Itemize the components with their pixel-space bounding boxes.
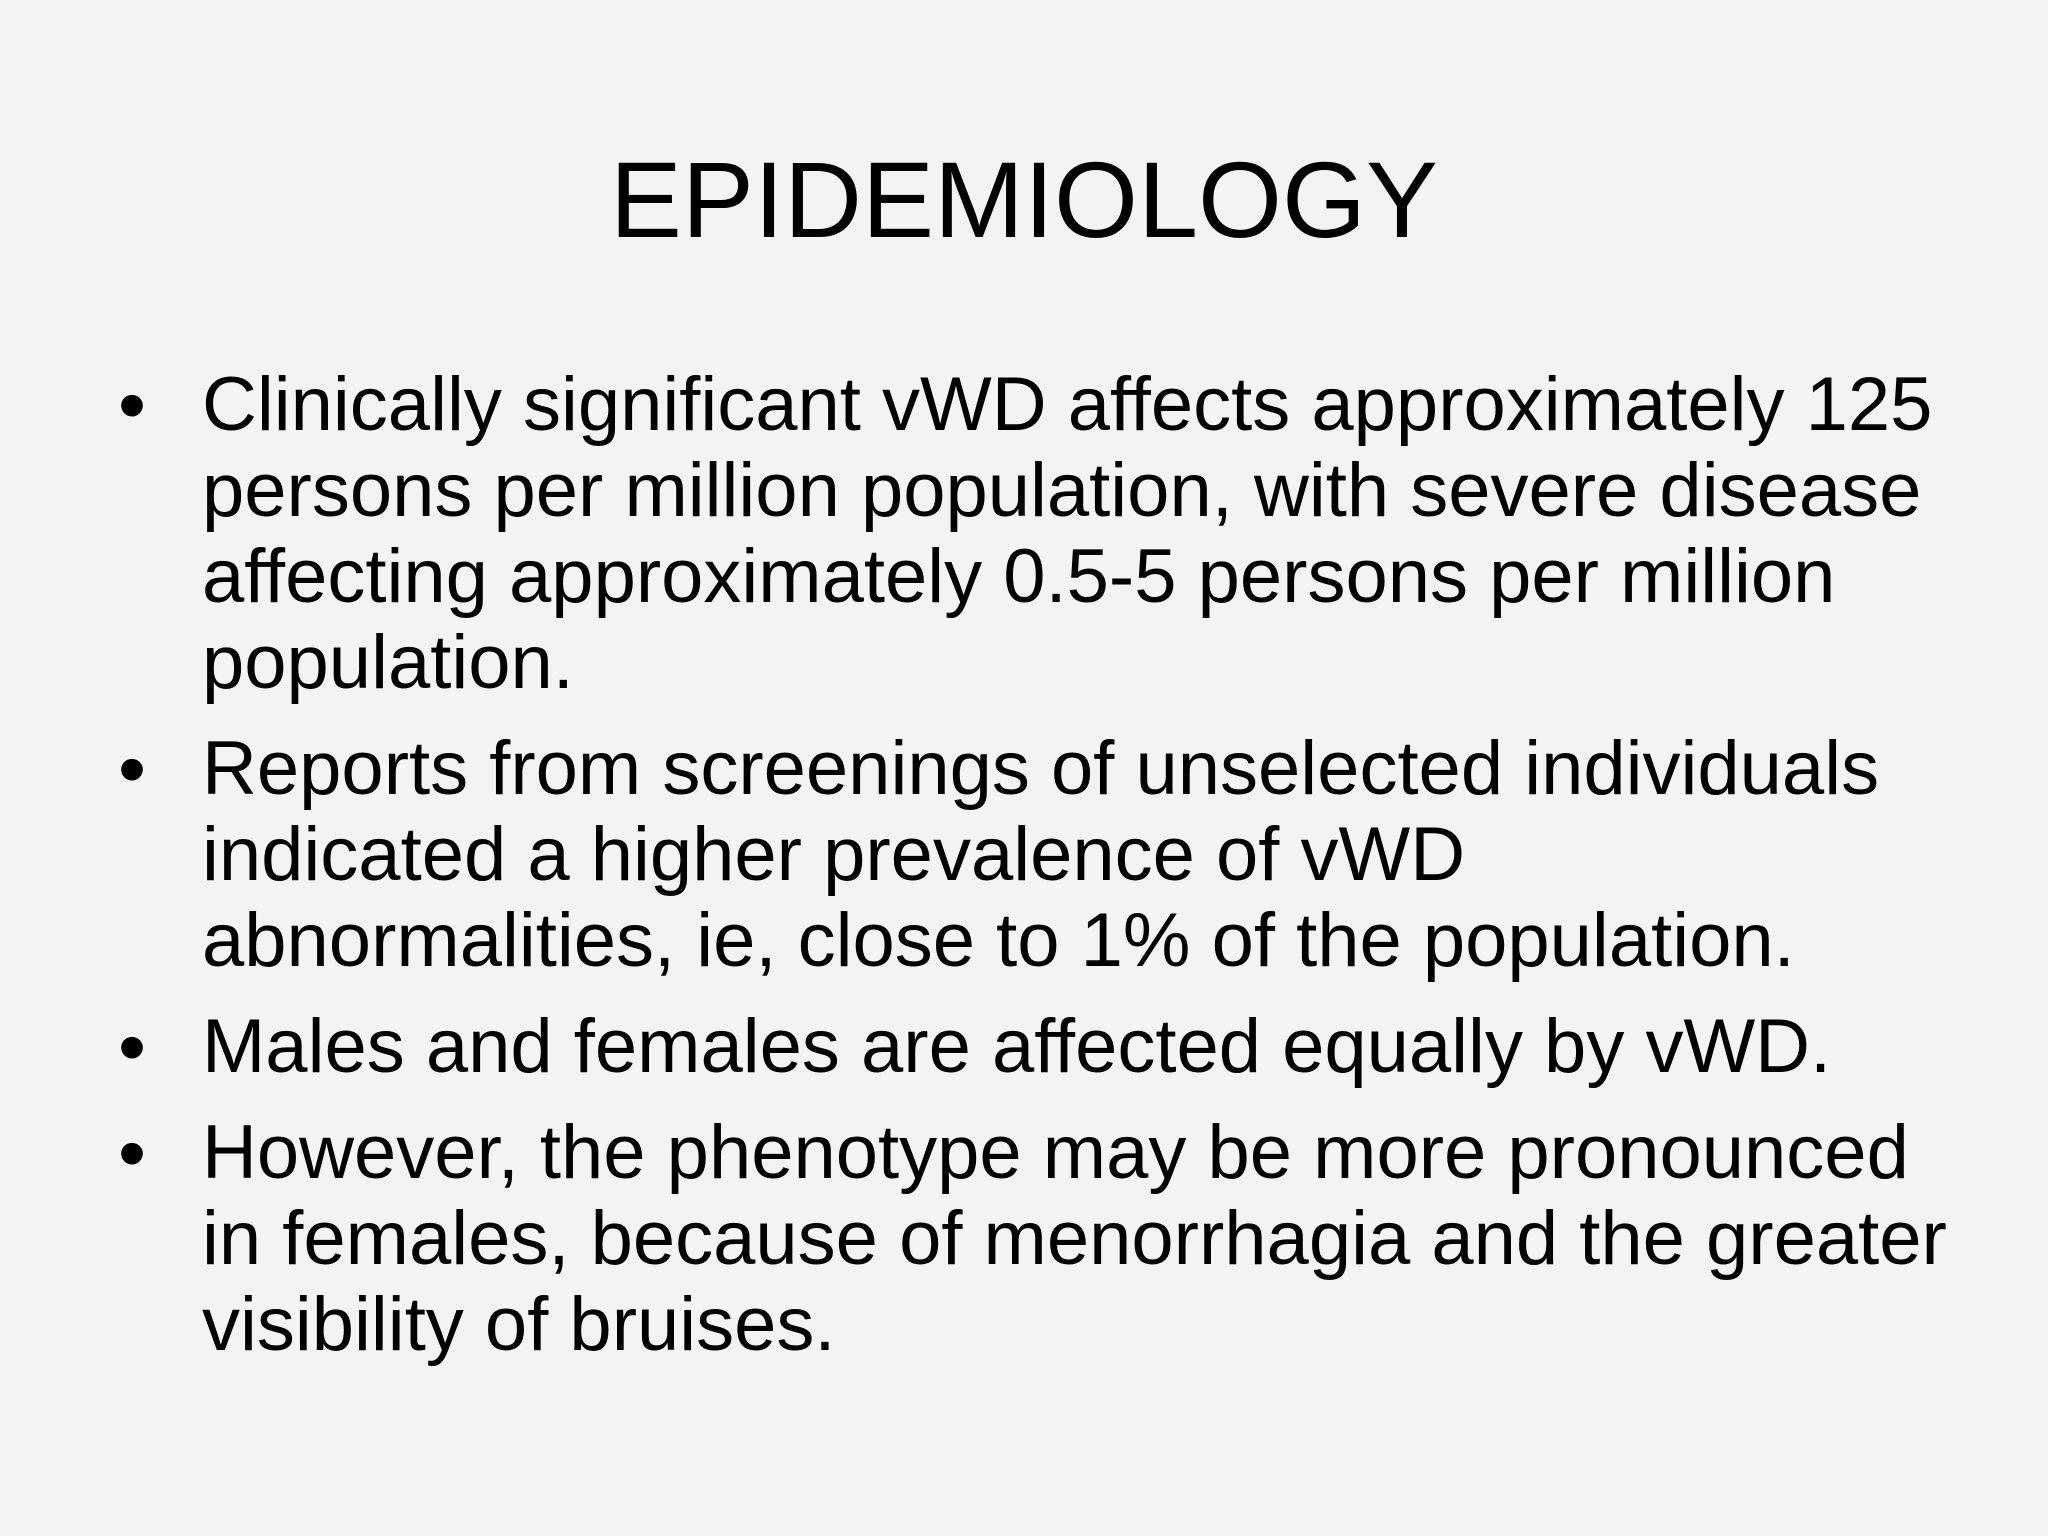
bullet-marker: • [118,1002,147,1091]
bullet-list [118,362,1948,1388]
bullet-marker: • [118,1108,147,1197]
bullet-text: However, the phenotype may be more pronounced in females, because of menorrhagia and the greater visibility of bruises. [202,1110,1947,1367]
bullet-item [118,726,1948,984]
bullet-item [118,1004,1948,1090]
bullet-marker: • [118,360,147,449]
bullet-text: Clinically significant vWD affects approximately 125 persons per million population, with severe disease affecting approximately 0.5-5 persons per million population. [202,362,1933,705]
bullet-marker: • [118,724,147,813]
bullet-text: Reports from screenings of unselected individuals indicated a higher prevalence of vWD abnormalities, ie, close to 1% of the population. [202,726,1880,983]
bullet-item [118,362,1948,706]
bullet-item [118,1110,1948,1368]
slide-title: EPIDEMIOLOGY [609,139,1439,260]
bullet-text: Males and females are affected equally by vWD. [202,1004,1832,1089]
